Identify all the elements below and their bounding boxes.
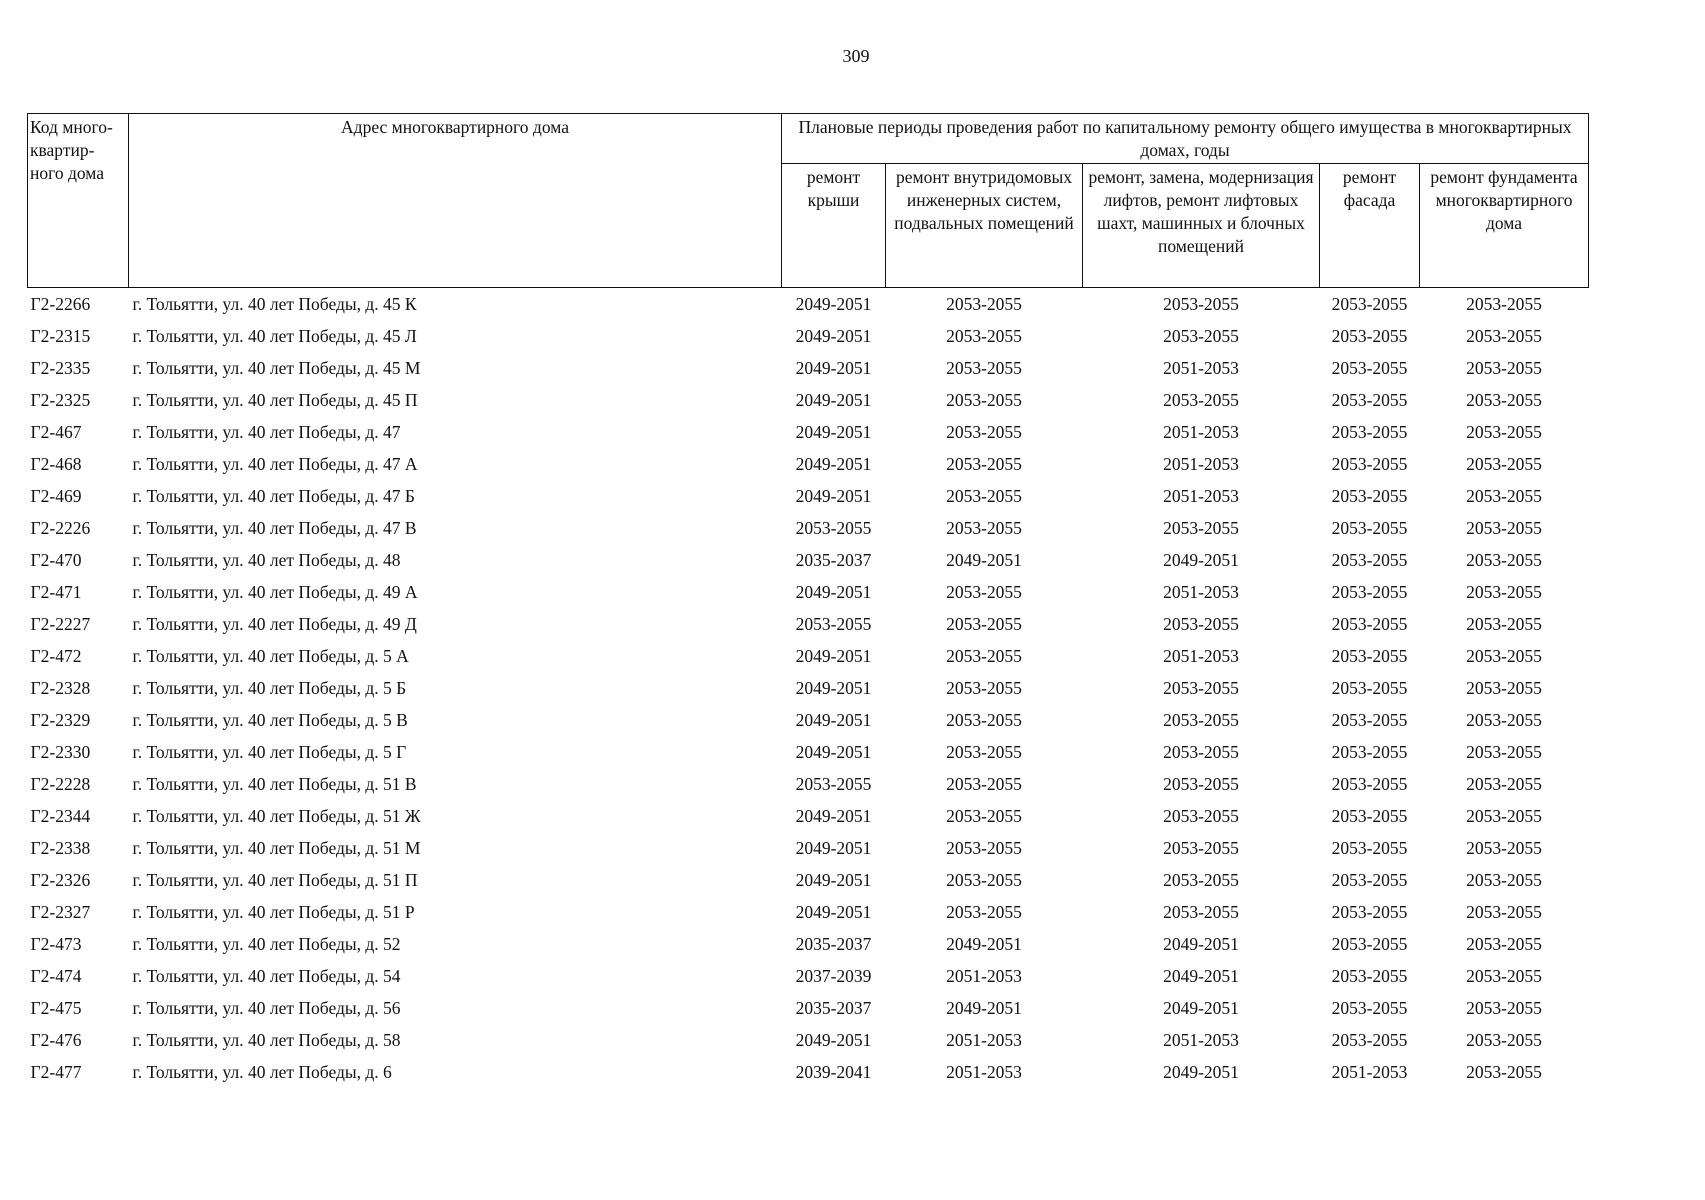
cell-foundation: 2053-2055 — [1466, 773, 1542, 794]
cell-facade: 2053-2055 — [1331, 997, 1408, 1018]
cell-foundation: 2053-2055 — [1466, 357, 1542, 378]
cell-address: г. Тольятти, ул. 40 лет Победы, д. 56 — [132, 997, 401, 1018]
cell-code: Г2-472 — [30, 645, 82, 666]
table-row — [28, 768, 1589, 800]
cell-roof: 2039-2041 — [795, 1061, 872, 1082]
table-row — [28, 512, 1589, 544]
table-row — [28, 1024, 1589, 1056]
cell-systems: 2053-2055 — [946, 645, 1022, 666]
cell-systems: 2053-2055 — [946, 293, 1022, 314]
table-row — [28, 480, 1589, 512]
cell-facade: 2053-2055 — [1331, 293, 1408, 314]
table-row — [28, 864, 1589, 896]
cell-foundation: 2053-2055 — [1466, 709, 1542, 730]
cell-facade: 2053-2055 — [1331, 453, 1408, 474]
cell-elevators: 2053-2055 — [1163, 389, 1239, 410]
cell-systems: 2051-2053 — [946, 1061, 1022, 1082]
cell-roof: 2049-2051 — [795, 741, 872, 762]
cell-facade: 2053-2055 — [1331, 869, 1408, 890]
cell-elevators: 2051-2053 — [1163, 453, 1239, 474]
cell-code: Г2-467 — [30, 421, 82, 442]
cell-facade: 2053-2055 — [1331, 1029, 1408, 1050]
cell-facade: 2053-2055 — [1331, 805, 1408, 826]
cell-facade: 2053-2055 — [1331, 773, 1408, 794]
cell-elevators: 2053-2055 — [1163, 709, 1239, 730]
cell-elevators: 2053-2055 — [1163, 805, 1239, 826]
cell-systems: 2051-2053 — [946, 965, 1022, 986]
cell-systems: 2053-2055 — [946, 581, 1022, 602]
cell-roof: 2049-2051 — [795, 485, 872, 506]
cell-facade: 2053-2055 — [1331, 933, 1408, 954]
cell-systems: 2051-2053 — [946, 1029, 1022, 1050]
cell-code: Г2-476 — [30, 1029, 82, 1050]
cell-foundation: 2053-2055 — [1466, 677, 1542, 698]
cell-code: Г2-2226 — [30, 517, 91, 538]
cell-foundation: 2053-2055 — [1466, 325, 1542, 346]
table-row — [28, 544, 1589, 576]
cell-code: Г2-2325 — [30, 389, 91, 410]
cell-roof: 2049-2051 — [795, 805, 872, 826]
cell-facade: 2053-2055 — [1331, 549, 1408, 570]
cell-foundation: 2053-2055 — [1466, 933, 1542, 954]
cell-systems: 2053-2055 — [946, 389, 1022, 410]
cell-systems: 2053-2055 — [946, 325, 1022, 346]
cell-roof: 2049-2051 — [795, 389, 872, 410]
cell-foundation: 2053-2055 — [1466, 837, 1542, 858]
cell-code: Г2-2315 — [30, 325, 91, 346]
cell-foundation: 2053-2055 — [1466, 869, 1542, 890]
cell-systems: 2053-2055 — [946, 357, 1022, 378]
cell-code: Г2-477 — [30, 1061, 82, 1082]
cell-address: г. Тольятти, ул. 40 лет Победы, д. 5 В — [132, 709, 408, 730]
cell-facade: 2053-2055 — [1331, 389, 1408, 410]
cell-facade: 2053-2055 — [1331, 613, 1408, 634]
cell-elevators: 2051-2053 — [1163, 645, 1239, 666]
cell-facade: 2053-2055 — [1331, 517, 1408, 538]
cell-systems: 2053-2055 — [946, 709, 1022, 730]
cell-code: Г2-469 — [30, 485, 82, 506]
cell-foundation: 2053-2055 — [1466, 805, 1542, 826]
cell-facade: 2053-2055 — [1331, 325, 1408, 346]
cell-roof: 2035-2037 — [795, 997, 872, 1018]
cell-address: г. Тольятти, ул. 40 лет Победы, д. 45 Л — [132, 325, 417, 346]
cell-foundation: 2053-2055 — [1466, 293, 1542, 314]
cell-code: Г2-2330 — [30, 741, 91, 762]
cell-address: г. Тольятти, ул. 40 лет Победы, д. 47 Б — [132, 485, 415, 506]
cell-elevators: 2053-2055 — [1163, 901, 1239, 922]
cell-systems: 2053-2055 — [946, 421, 1022, 442]
cell-elevators: 2053-2055 — [1163, 741, 1239, 762]
cell-systems: 2053-2055 — [946, 773, 1022, 794]
header-periods: Плановые периоды проведения работ по капитальному ремонту общего имущества в многоквартирных домах, годы — [782, 114, 1589, 164]
cell-systems: 2049-2051 — [946, 933, 1022, 954]
cell-systems: 2053-2055 — [946, 805, 1022, 826]
cell-address: г. Тольятти, ул. 40 лет Победы, д. 54 — [132, 965, 401, 986]
table-row — [28, 640, 1589, 672]
cell-code: Г2-470 — [30, 549, 82, 570]
cell-systems: 2053-2055 — [946, 677, 1022, 698]
cell-facade: 2053-2055 — [1331, 357, 1408, 378]
cell-code: Г2-2227 — [30, 613, 91, 634]
cell-elevators: 2051-2053 — [1163, 357, 1239, 378]
cell-elevators: 2053-2055 — [1163, 293, 1239, 314]
cell-foundation: 2053-2055 — [1466, 965, 1542, 986]
cell-elevators: 2053-2055 — [1163, 325, 1239, 346]
header-address: Адрес многоквартирного дома — [129, 114, 782, 288]
cell-code: Г2-2344 — [30, 805, 91, 826]
header-roof: ремонт крыши — [782, 164, 886, 288]
cell-roof: 2049-2051 — [795, 677, 872, 698]
cell-roof: 2049-2051 — [795, 645, 872, 666]
cell-elevators: 2049-2051 — [1163, 933, 1239, 954]
cell-code: Г2-2335 — [30, 357, 91, 378]
cell-roof: 2053-2055 — [795, 517, 872, 538]
cell-systems: 2053-2055 — [946, 901, 1022, 922]
cell-roof: 2035-2037 — [795, 549, 872, 570]
cell-roof: 2049-2051 — [795, 709, 872, 730]
cell-address: г. Тольятти, ул. 40 лет Победы, д. 51 М — [132, 837, 421, 858]
cell-foundation: 2053-2055 — [1466, 453, 1542, 474]
header-facade: ремонт фасада — [1320, 164, 1420, 288]
cell-elevators: 2051-2053 — [1163, 1029, 1239, 1050]
cell-address: г. Тольятти, ул. 40 лет Победы, д. 45 К — [132, 293, 417, 314]
page-number: 309 — [842, 46, 870, 66]
cell-address: г. Тольятти, ул. 40 лет Победы, д. 5 Г — [132, 741, 407, 762]
cell-roof: 2035-2037 — [795, 933, 872, 954]
cell-address: г. Тольятти, ул. 40 лет Победы, д. 58 — [132, 1029, 401, 1050]
cell-facade: 2053-2055 — [1331, 485, 1408, 506]
header-elevators: ремонт, замена, модернизация лифтов, ремонт лифтовых шахт, машинных и блочных помещений — [1083, 164, 1320, 288]
table-row — [28, 288, 1589, 321]
table-row — [28, 960, 1589, 992]
cell-systems: 2049-2051 — [946, 549, 1022, 570]
table-body — [28, 288, 1589, 1089]
cell-roof: 2053-2055 — [795, 613, 872, 634]
cell-elevators: 2051-2053 — [1163, 421, 1239, 442]
table-row — [28, 992, 1589, 1024]
cell-address: г. Тольятти, ул. 40 лет Победы, д. 47 В — [132, 517, 417, 538]
cell-foundation: 2053-2055 — [1466, 485, 1542, 506]
cell-code: Г2-475 — [30, 997, 82, 1018]
cell-code: Г2-2266 — [30, 293, 91, 314]
cell-systems: 2053-2055 — [946, 613, 1022, 634]
cell-code: Г2-2228 — [30, 773, 91, 794]
cell-roof: 2037-2039 — [795, 965, 872, 986]
cell-elevators: 2053-2055 — [1163, 837, 1239, 858]
table-row — [28, 896, 1589, 928]
cell-foundation: 2053-2055 — [1466, 645, 1542, 666]
cell-roof: 2049-2051 — [795, 1029, 872, 1050]
cell-systems: 2053-2055 — [946, 453, 1022, 474]
cell-foundation: 2053-2055 — [1466, 741, 1542, 762]
cell-elevators: 2049-2051 — [1163, 1061, 1239, 1082]
cell-address: г. Тольятти, ул. 40 лет Победы, д. 47 А — [132, 453, 418, 474]
cell-elevators: 2053-2055 — [1163, 773, 1239, 794]
cell-code: Г2-2329 — [30, 709, 91, 730]
table-header — [28, 114, 1589, 288]
cell-systems: 2053-2055 — [946, 869, 1022, 890]
cell-facade: 2053-2055 — [1331, 709, 1408, 730]
cell-code: Г2-473 — [30, 933, 82, 954]
cell-roof: 2049-2051 — [795, 325, 872, 346]
cell-address: г. Тольятти, ул. 40 лет Победы, д. 51 Ж — [132, 805, 421, 826]
cell-elevators: 2049-2051 — [1163, 997, 1239, 1018]
cell-code: Г2-2328 — [30, 677, 91, 698]
cell-elevators: 2051-2053 — [1163, 581, 1239, 602]
cell-foundation: 2053-2055 — [1466, 581, 1542, 602]
cell-address: г. Тольятти, ул. 40 лет Победы, д. 45 М — [132, 357, 421, 378]
cell-elevators: 2049-2051 — [1163, 549, 1239, 570]
cell-code: Г2-471 — [30, 581, 82, 602]
cell-address: г. Тольятти, ул. 40 лет Победы, д. 52 — [132, 933, 401, 954]
table-row — [28, 800, 1589, 832]
cell-roof: 2049-2051 — [795, 581, 872, 602]
cell-facade: 2053-2055 — [1331, 965, 1408, 986]
cell-facade: 2053-2055 — [1331, 901, 1408, 922]
table-row — [28, 608, 1589, 640]
cell-foundation: 2053-2055 — [1466, 1061, 1542, 1082]
cell-elevators: 2053-2055 — [1163, 869, 1239, 890]
cell-foundation: 2053-2055 — [1466, 517, 1542, 538]
cell-systems: 2053-2055 — [946, 837, 1022, 858]
table-row — [28, 928, 1589, 960]
cell-address: г. Тольятти, ул. 40 лет Победы, д. 51 Р — [132, 901, 415, 922]
table-row — [28, 736, 1589, 768]
table-row — [28, 352, 1589, 384]
header-code: Код много-квартир-ного дома — [28, 114, 129, 288]
cell-systems: 2049-2051 — [946, 997, 1022, 1018]
table-row — [28, 384, 1589, 416]
cell-facade: 2053-2055 — [1331, 645, 1408, 666]
cell-foundation: 2053-2055 — [1466, 1029, 1542, 1050]
cell-facade: 2053-2055 — [1331, 581, 1408, 602]
cell-foundation: 2053-2055 — [1466, 901, 1542, 922]
cell-address: г. Тольятти, ул. 40 лет Победы, д. 45 П — [132, 389, 418, 410]
cell-facade: 2053-2055 — [1331, 677, 1408, 698]
cell-code: Г2-468 — [30, 453, 82, 474]
cell-address: г. Тольятти, ул. 40 лет Победы, д. 47 — [132, 421, 401, 442]
cell-elevators: 2053-2055 — [1163, 677, 1239, 698]
table-row — [28, 672, 1589, 704]
table-row — [28, 1056, 1589, 1088]
cell-address: г. Тольятти, ул. 40 лет Победы, д. 51 П — [132, 869, 418, 890]
cell-systems: 2053-2055 — [946, 741, 1022, 762]
table-row — [28, 704, 1589, 736]
cell-foundation: 2053-2055 — [1466, 613, 1542, 634]
cell-code: Г2-2326 — [30, 869, 91, 890]
cell-code: Г2-2338 — [30, 837, 91, 858]
cell-roof: 2049-2051 — [795, 421, 872, 442]
cell-address: г. Тольятти, ул. 40 лет Победы, д. 5 А — [132, 645, 409, 666]
table-row — [28, 448, 1589, 480]
cell-code: Г2-2327 — [30, 901, 91, 922]
cell-roof: 2049-2051 — [795, 293, 872, 314]
cell-address: г. Тольятти, ул. 40 лет Победы, д. 49 А — [132, 581, 418, 602]
cell-systems: 2053-2055 — [946, 485, 1022, 506]
cell-address: г. Тольятти, ул. 40 лет Победы, д. 6 — [132, 1061, 392, 1082]
cell-systems: 2053-2055 — [946, 517, 1022, 538]
cell-address: г. Тольятти, ул. 40 лет Победы, д. 48 — [132, 549, 401, 570]
cell-roof: 2049-2051 — [795, 901, 872, 922]
cell-elevators: 2051-2053 — [1163, 485, 1239, 506]
cell-foundation: 2053-2055 — [1466, 997, 1542, 1018]
table-row — [28, 832, 1589, 864]
repair-schedule-table — [27, 113, 1589, 1088]
table-row — [28, 320, 1589, 352]
cell-code: Г2-474 — [30, 965, 82, 986]
cell-roof: 2049-2051 — [795, 837, 872, 858]
cell-elevators: 2053-2055 — [1163, 517, 1239, 538]
cell-facade: 2053-2055 — [1331, 741, 1408, 762]
cell-elevators: 2049-2051 — [1163, 965, 1239, 986]
cell-facade: 2053-2055 — [1331, 421, 1408, 442]
table-row — [28, 576, 1589, 608]
cell-foundation: 2053-2055 — [1466, 549, 1542, 570]
header-foundation: ремонт фундамента многоквартирного дома — [1420, 164, 1589, 288]
cell-foundation: 2053-2055 — [1466, 389, 1542, 410]
header-systems: ремонт внутридомовых инженерных систем, подвальных помещений — [886, 164, 1083, 288]
cell-roof: 2049-2051 — [795, 869, 872, 890]
cell-facade: 2053-2055 — [1331, 837, 1408, 858]
cell-address: г. Тольятти, ул. 40 лет Победы, д. 49 Д — [132, 613, 417, 634]
cell-foundation: 2053-2055 — [1466, 421, 1542, 442]
cell-elevators: 2053-2055 — [1163, 613, 1239, 634]
cell-address: г. Тольятти, ул. 40 лет Победы, д. 5 Б — [132, 677, 407, 698]
table-row — [28, 416, 1589, 448]
cell-roof: 2053-2055 — [795, 773, 872, 794]
cell-address: г. Тольятти, ул. 40 лет Победы, д. 51 В — [132, 773, 417, 794]
cell-roof: 2049-2051 — [795, 453, 872, 474]
cell-roof: 2049-2051 — [795, 357, 872, 378]
cell-facade: 2051-2053 — [1331, 1061, 1408, 1082]
